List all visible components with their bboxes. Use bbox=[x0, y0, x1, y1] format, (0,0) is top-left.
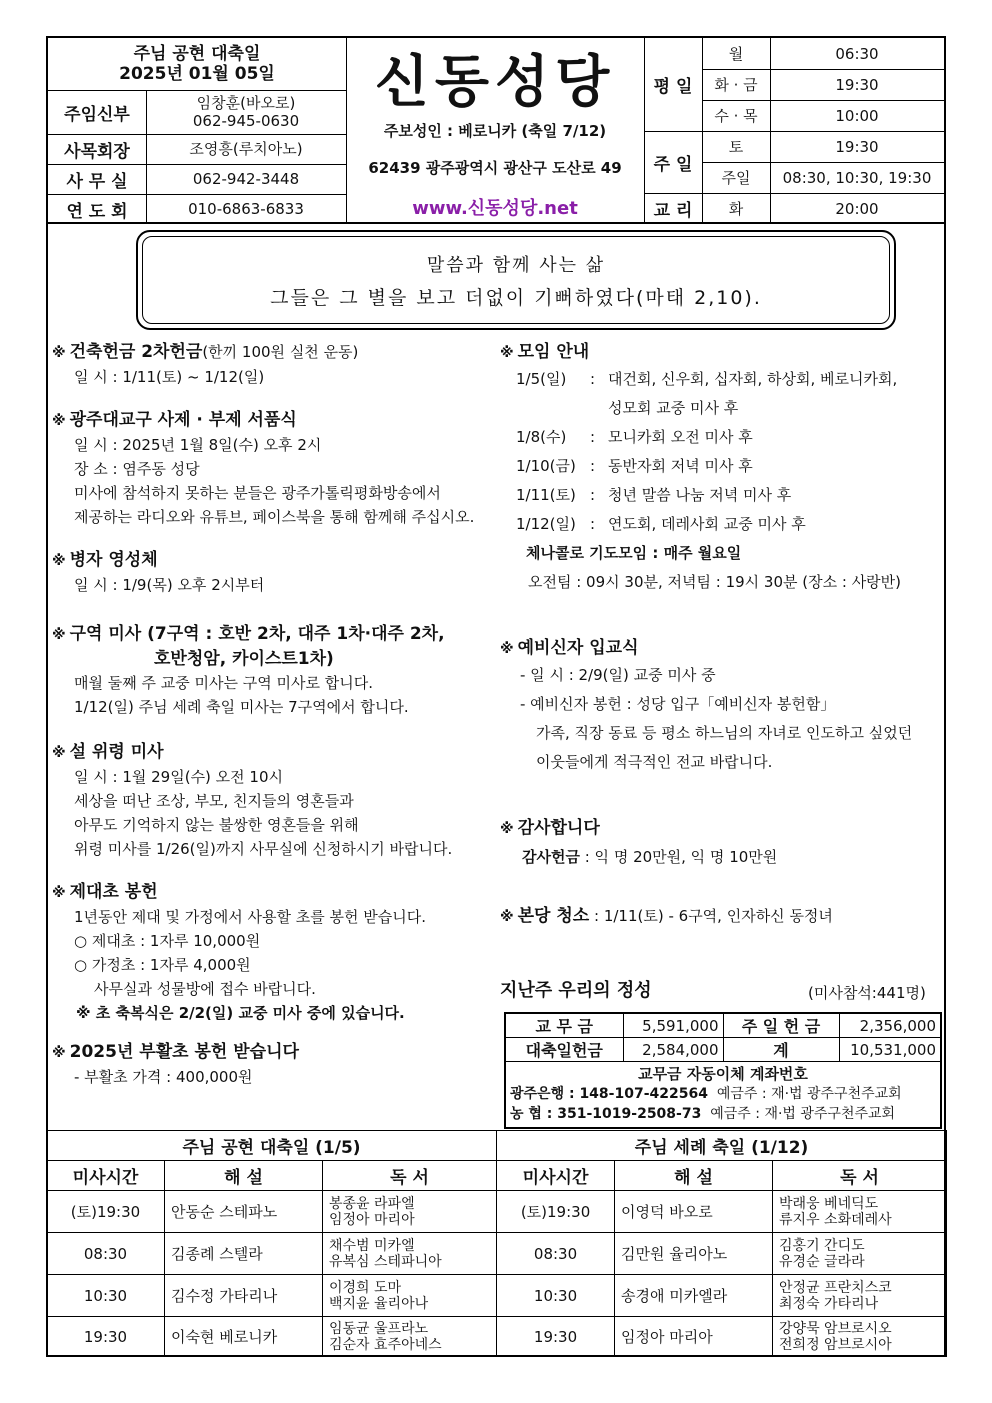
reader: 전희정 암브로시아 bbox=[779, 1336, 892, 1353]
meeting-text: 청년 말씀 나눔 저녁 미사 후 bbox=[608, 486, 792, 504]
schedule-day: 수 · 목 bbox=[714, 106, 758, 125]
yeondo-label: 연 도 회 bbox=[66, 201, 128, 222]
commentator: 임정아 마리아 bbox=[615, 1317, 773, 1357]
prayer-meeting-detail: 오전팀 : 09시 30분, 저녁팀 : 19시 30분 (장소 : 사랑반) bbox=[528, 573, 902, 591]
notice-line: 이웃들에게 적극적인 전교 바랍니다. bbox=[536, 753, 773, 771]
notice-altar-candle bbox=[52, 880, 426, 1025]
notice-line: 일 시 : 1월 29일(수) 오전 10시 bbox=[74, 768, 284, 786]
notice-line: 일 시 : 2025년 1월 8일(수) 오후 2시 bbox=[74, 436, 322, 454]
schedule-day: 화 bbox=[728, 199, 744, 218]
notice-title: 2025년 부활초 봉헌 받습니다 bbox=[69, 1042, 299, 1062]
schedule-day: 월 bbox=[728, 44, 744, 63]
account-holder: 예금주 : 재·법 광주구천주교회 bbox=[716, 1086, 902, 1103]
meeting-text: 동반자회 저녁 미사 후 bbox=[608, 457, 753, 475]
right-feast-heading: 주님 세례 축일 (1/12) bbox=[497, 1131, 947, 1161]
notice-cleaning bbox=[500, 904, 833, 929]
bulletin-date: 2025년 01월 05일 bbox=[119, 64, 275, 84]
notice-line: - 일 시 : 2/9(일) 교중 미사 중 bbox=[520, 666, 716, 684]
meeting-date: 1/5(일) bbox=[516, 370, 567, 388]
notice-line: ○ 제대초 : 1자루 10,000원 bbox=[74, 932, 261, 950]
notice-district-mass bbox=[52, 622, 445, 719]
notice-title: 예비신자 입교식 bbox=[517, 638, 639, 658]
cleaning-text: : 1/11(토) - 6구역, 인자하신 동정녀 bbox=[589, 907, 833, 925]
col-commentator: 해 설 bbox=[615, 1161, 773, 1191]
doctrine-label: 교 리 bbox=[653, 201, 693, 221]
notice-memorial-mass bbox=[52, 740, 452, 861]
table-row bbox=[47, 1191, 947, 1233]
scripture-banner bbox=[136, 230, 896, 330]
notice-title: 광주대교구 사제 · 부제 서품식 bbox=[69, 410, 297, 430]
reader: 임동균 울프라노 bbox=[329, 1320, 429, 1337]
meeting-text: 대건회, 신우회, 십자회, 하상회, 베로니카회, bbox=[608, 370, 898, 388]
reader: 임정아 마리아 bbox=[329, 1211, 415, 1228]
reader: 채수범 미카엘 bbox=[329, 1237, 415, 1254]
notice-marker: ※ bbox=[52, 553, 66, 569]
notice-line: 미사에 참석하지 못하는 분들은 광주가톨릭평화방송에서 bbox=[74, 484, 441, 502]
council-president: 조영흥(루치아노) bbox=[189, 140, 303, 158]
notice-line: 세상을 떠난 조상, 부모, 친지들의 영혼들과 bbox=[74, 792, 354, 810]
attendance-count: (미사참석:441명) bbox=[808, 984, 926, 1002]
notice-title-cont: 호반청암, 카이스트1차) bbox=[154, 649, 334, 669]
notice-building-fund bbox=[52, 340, 358, 389]
notice-sick-communion bbox=[52, 548, 264, 597]
church-name: 신동성당 bbox=[374, 50, 616, 115]
offering-amount: 2,356,000 bbox=[839, 1013, 941, 1038]
notice-marker: ※ bbox=[500, 345, 514, 361]
schedule-time: 08:30, 10:30, 19:30 bbox=[782, 168, 932, 187]
reader: 류지우 소화데레사 bbox=[779, 1211, 892, 1228]
notice-title: 병자 영성체 bbox=[69, 550, 158, 570]
mass-time: 19:30 bbox=[47, 1317, 165, 1357]
col-commentator: 해 설 bbox=[165, 1161, 323, 1191]
offering-total: 10,531,000 bbox=[839, 1038, 941, 1062]
col-reader: 독 서 bbox=[323, 1161, 497, 1191]
col-mass-time: 미사시간 bbox=[497, 1161, 615, 1191]
table-row bbox=[47, 1317, 947, 1357]
offering-amount: 2,584,000 bbox=[623, 1038, 723, 1062]
office-label: 사 무 실 bbox=[66, 171, 128, 192]
notice-marker: ※ bbox=[500, 641, 514, 657]
banner-verse: 그들은 그 별을 보고 더없이 기뻐하였다(마태 2,10). bbox=[270, 286, 762, 309]
schedule-day: 화 · 금 bbox=[714, 75, 758, 94]
offering-label: 대축일헌금 bbox=[505, 1038, 623, 1062]
notice-marker: ※ bbox=[52, 345, 66, 361]
notice-thanks bbox=[500, 816, 777, 873]
reader: 유경순 글라라 bbox=[779, 1253, 865, 1270]
reader: 김홍기 간디도 bbox=[779, 1237, 865, 1254]
schedule-time: 10:00 bbox=[835, 106, 879, 125]
banner-theme: 말씀과 함께 사는 삶 bbox=[426, 254, 606, 276]
pastor-label: 주임신부 bbox=[64, 104, 130, 125]
prayer-meeting-title: 체나콜로 기도모임 : 매주 월요일 bbox=[526, 544, 742, 562]
schedule-day: 주일 bbox=[721, 168, 751, 187]
commentator: 김종례 스텔라 bbox=[165, 1233, 323, 1275]
notice-line: 매월 둘째 주 교중 미사는 구역 미사로 합니다. bbox=[74, 674, 373, 692]
commentator: 김만원 율리아노 bbox=[615, 1233, 773, 1275]
mass-time: (토)19:30 bbox=[47, 1191, 165, 1233]
notice-line: - 예비신자 봉헌 : 성당 입구「예비신자 봉헌함」 bbox=[520, 695, 836, 713]
offering-label: 주 일 헌 금 bbox=[723, 1013, 839, 1038]
notice-marker: ※ bbox=[52, 885, 66, 901]
meeting-date: 1/8(수) bbox=[516, 428, 567, 446]
notice-line: 일 시 : 1/11(토) ~ 1/12(일) bbox=[74, 368, 265, 386]
notice-marker: ※ bbox=[500, 821, 514, 837]
offering-label: 교 무 금 bbox=[505, 1013, 623, 1038]
col-mass-time: 미사시간 bbox=[47, 1161, 165, 1191]
schedule-time: 19:30 bbox=[835, 75, 879, 94]
weekday-mass-label: 평 일 bbox=[653, 77, 693, 97]
account-title: 교무금 자동이체 계좌번호 bbox=[638, 1065, 808, 1084]
notice-meetings bbox=[500, 340, 901, 597]
mass-time: 10:30 bbox=[47, 1275, 165, 1317]
mass-time: 08:30 bbox=[47, 1233, 165, 1275]
feast-date-block bbox=[48, 38, 346, 90]
offering-amount: 5,591,000 bbox=[623, 1013, 723, 1038]
reader: 박래웅 베네딕도 bbox=[779, 1195, 879, 1212]
bulletin-header bbox=[48, 38, 944, 224]
thanks-label: 감사헌금 bbox=[522, 848, 580, 866]
notice-line: 가족, 직장 동료 등 평소 하느님의 자녀로 인도하고 싶었던 bbox=[536, 724, 913, 742]
account-number: 농 협 : 351-1019-2508-73 bbox=[510, 1106, 702, 1123]
yeondo-phone: 010-6863-6833 bbox=[188, 200, 304, 218]
meeting-list: 1/5(일) : 대건회, 신우회, 십자회, 하상회, 베로니카회, 성모회 교중 미사 후 1/8(수) : 모니카회 오전 미사 후 1/10(금) : 동반자회 저녁 미사 후 1/11(토) : 청년 말씀 나눔 저녁 미사 후 1/12(일) : 연도회, 데레사회 교중 미사 후 bbox=[500, 365, 901, 539]
notice-marker: ※ bbox=[500, 909, 514, 925]
reader: 최정숙 가타리나 bbox=[779, 1295, 879, 1312]
notice-marker: ※ bbox=[52, 745, 66, 761]
schedule-time: 19:30 bbox=[835, 137, 879, 156]
thanks-text: : 익 명 20만원, 익 명 10만원 bbox=[579, 848, 778, 866]
reader: 유복심 스테파니아 bbox=[329, 1253, 442, 1270]
reader: 안정균 프란치스코 bbox=[779, 1279, 892, 1296]
council-label: 사목회장 bbox=[64, 141, 130, 162]
account-holder: 예금주 : 재·법 광주구천주교회 bbox=[710, 1106, 896, 1123]
notice-line: 위령 미사를 1/26(일)까지 사무실에 신청하시기 바랍니다. bbox=[74, 840, 453, 858]
left-feast-heading: 주님 공현 대축일 (1/5) bbox=[47, 1131, 497, 1161]
notice-easter-candle bbox=[52, 1040, 299, 1089]
pastor-info bbox=[146, 90, 346, 134]
offering-title: 지난주 우리의 정성 bbox=[500, 980, 652, 1001]
mass-time: 10:30 bbox=[497, 1275, 615, 1317]
ministry-table bbox=[46, 1130, 947, 1357]
reader: 백지윤 율리아나 bbox=[329, 1295, 429, 1312]
notice-line: ○ 가정초 : 1자루 4,000원 bbox=[74, 956, 251, 974]
pastor-phone: 062-945-0630 bbox=[192, 112, 300, 130]
schedule-time: 06:30 bbox=[835, 44, 879, 63]
mass-time: (토)19:30 bbox=[497, 1191, 615, 1233]
mass-time: 19:30 bbox=[497, 1317, 615, 1357]
bulletin-page bbox=[46, 36, 946, 1357]
commentator: 이숙현 베로니카 bbox=[165, 1317, 323, 1357]
notice-title: 모임 안내 bbox=[517, 342, 590, 362]
meeting-text: 연도회, 데레사회 교중 미사 후 bbox=[608, 515, 806, 533]
notice-title: 설 위령 미사 bbox=[69, 742, 164, 762]
notice-title: 감사합니다 bbox=[517, 818, 600, 838]
notice-title: 본당 청소 bbox=[517, 906, 590, 926]
notice-line: 장 소 : 염주동 성당 bbox=[74, 460, 200, 478]
meeting-text: 모니카회 오전 미사 후 bbox=[608, 428, 753, 446]
notice-title: 구역 미사 (7구역 : 호반 2차, 대주 1차·대주 2차, bbox=[69, 624, 445, 644]
account-number: 광주은행 : 148-107-422564 bbox=[510, 1086, 708, 1103]
notice-line: 1/12(일) 주님 세례 축일 미사는 7구역에서 합니다. bbox=[74, 698, 409, 716]
meeting-date bbox=[516, 394, 590, 423]
schedule-day: 토 bbox=[728, 137, 744, 156]
office-phone: 062-942-3448 bbox=[192, 170, 300, 188]
pastor-name: 임창훈(바오로) bbox=[196, 94, 296, 112]
notice-title: 건축헌금 2차헌금 bbox=[69, 342, 203, 362]
notice-line: - 부활초 가격 : 400,000원 bbox=[74, 1068, 253, 1086]
commentator: 안동순 스테파노 bbox=[165, 1191, 323, 1233]
reader: 김순자 효주아네스 bbox=[329, 1336, 442, 1353]
offering-label: 계 bbox=[723, 1038, 839, 1062]
offering-table bbox=[504, 1012, 942, 1129]
table-row bbox=[47, 1275, 947, 1317]
notice-marker: ※ bbox=[52, 627, 66, 643]
church-website-link[interactable]: www.신동성당.net bbox=[412, 198, 578, 219]
church-address: 62439 광주광역시 광산구 도산로 49 bbox=[368, 158, 622, 177]
commentator: 김수정 가타리나 bbox=[165, 1275, 323, 1317]
schedule-time: 20:00 bbox=[835, 199, 879, 218]
sunday-mass-label: 주 일 bbox=[653, 154, 693, 175]
reader: 봉종윤 라파엘 bbox=[329, 1195, 415, 1212]
mass-time: 08:30 bbox=[497, 1233, 615, 1275]
meeting-date: 1/10(금) bbox=[516, 457, 576, 475]
reader: 강양묵 암브로시오 bbox=[779, 1320, 892, 1337]
notice-catechumen bbox=[500, 636, 912, 777]
notice-line: 1년동안 제대 및 가정에서 사용할 초를 봉헌 받습니다. bbox=[74, 908, 426, 926]
reader: 이경희 도마 bbox=[329, 1279, 402, 1296]
notice-marker: ※ bbox=[52, 413, 66, 429]
notice-line: 제공하는 라디오와 유튜브, 페이스북을 통해 함께해 주십시오. bbox=[74, 508, 475, 526]
meeting-text: 성모회 교중 미사 후 bbox=[608, 399, 739, 417]
notice-line: 일 시 : 1/9(목) 오후 2시부터 bbox=[74, 576, 265, 594]
notice-subtitle: (한끼 100원 실천 운동) bbox=[202, 343, 359, 361]
notice-marker: ※ bbox=[52, 1045, 66, 1061]
table-row bbox=[47, 1233, 947, 1275]
notice-ordination bbox=[52, 408, 474, 529]
patron-saint: 주보성인 : 베로니카 (축일 7/12) bbox=[383, 121, 607, 140]
notice-line: 아무도 기억하지 않는 불쌍한 영혼들을 위해 bbox=[74, 816, 359, 834]
notice-title: 제대초 봉헌 bbox=[69, 882, 158, 902]
meeting-date: 1/11(토) bbox=[516, 486, 576, 504]
commentator: 이영덕 바오로 bbox=[615, 1191, 773, 1233]
commentator: 송경애 미카엘라 bbox=[615, 1275, 773, 1317]
feast-title: 주님 공현 대축일 bbox=[133, 44, 261, 64]
meeting-date: 1/12(일) bbox=[516, 515, 576, 533]
notice-line: 사무실과 성물방에 접수 바랍니다. bbox=[94, 980, 316, 998]
col-reader: 독 서 bbox=[773, 1161, 947, 1191]
notice-note: ※ 초 축복식은 2/2(일) 교중 미사 중에 있습니다. bbox=[76, 1004, 405, 1022]
